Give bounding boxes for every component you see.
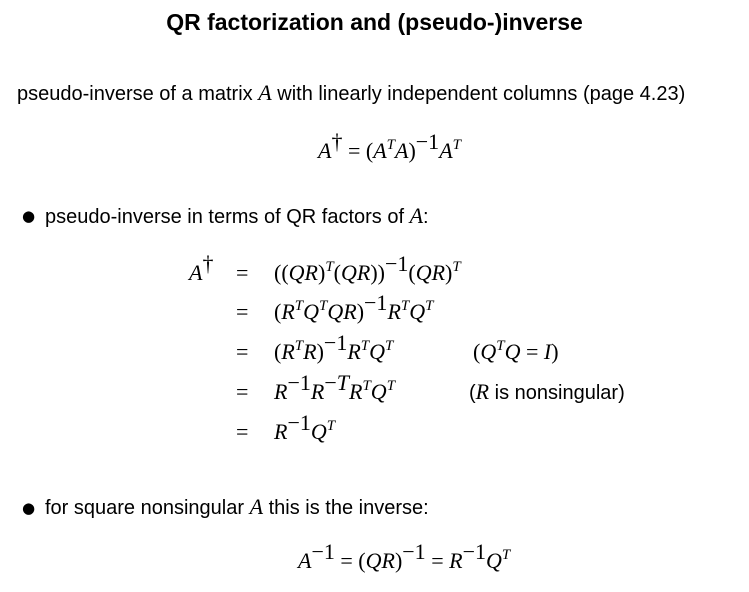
equals-sign-row-3: = [236,339,249,364]
bullet-marker-1: ● [22,207,36,225]
intro-matrix: A [258,80,272,105]
bullet-1-text: pseudo-inverse in terms of QR factors of [45,206,410,228]
inverse-equation: $A^{-1} = (QR)^{-1} = R^{-1}Q^T$ [298,539,511,573]
bullet-2-text-after: this is the inverse: [263,497,429,519]
derivation-row-2: $(R^TQ^TQR)^{-1}R^TQ^T$ [274,290,434,324]
bullet-2-matrix: A [249,494,264,519]
pseudo-inverse-definition-equation: $A^\dagger = (A^TA)^{-1}A^T$ [318,129,461,163]
equals-sign-row-5: = [236,419,249,444]
derivation-row-1: $((QR)^T(QR))^{-1}(QR)^T$ [274,251,461,285]
note-orthonormal-q: $(Q^TQ = I)$ [473,338,559,364]
bullet-1-colon: : [423,206,429,228]
intro-text-before: pseudo-inverse of a matrix [17,83,259,105]
equals-sign-row-1: = [236,260,249,285]
bullet-2-text-before: for square nonsingular [45,497,250,519]
derivation-row-3: $(R^TR)^{-1}R^TQ^T$ [274,330,394,364]
page-title: QR factorization and (pseudo-)inverse [166,9,583,35]
intro-text-after: with linearly independent columns (page 4.23) [271,83,686,105]
bullet-2-line [45,494,429,520]
derivation-row-5: $R^{-1}Q^T$ [274,410,336,444]
intro-line [17,80,685,106]
note-r-nonsingular: (R is nonsingular) [469,379,625,404]
bullet-1-matrix: A [409,203,424,228]
bullet-1-line [45,203,429,229]
bullet-marker-2: ● [22,499,36,517]
derivation-row-4: $R^{-1}R^{-T}R^TQ^T$ [274,370,396,404]
equals-sign-row-4: = [236,379,249,404]
equals-sign-row-2: = [236,299,249,324]
derivation-lhs: A† [189,251,214,285]
